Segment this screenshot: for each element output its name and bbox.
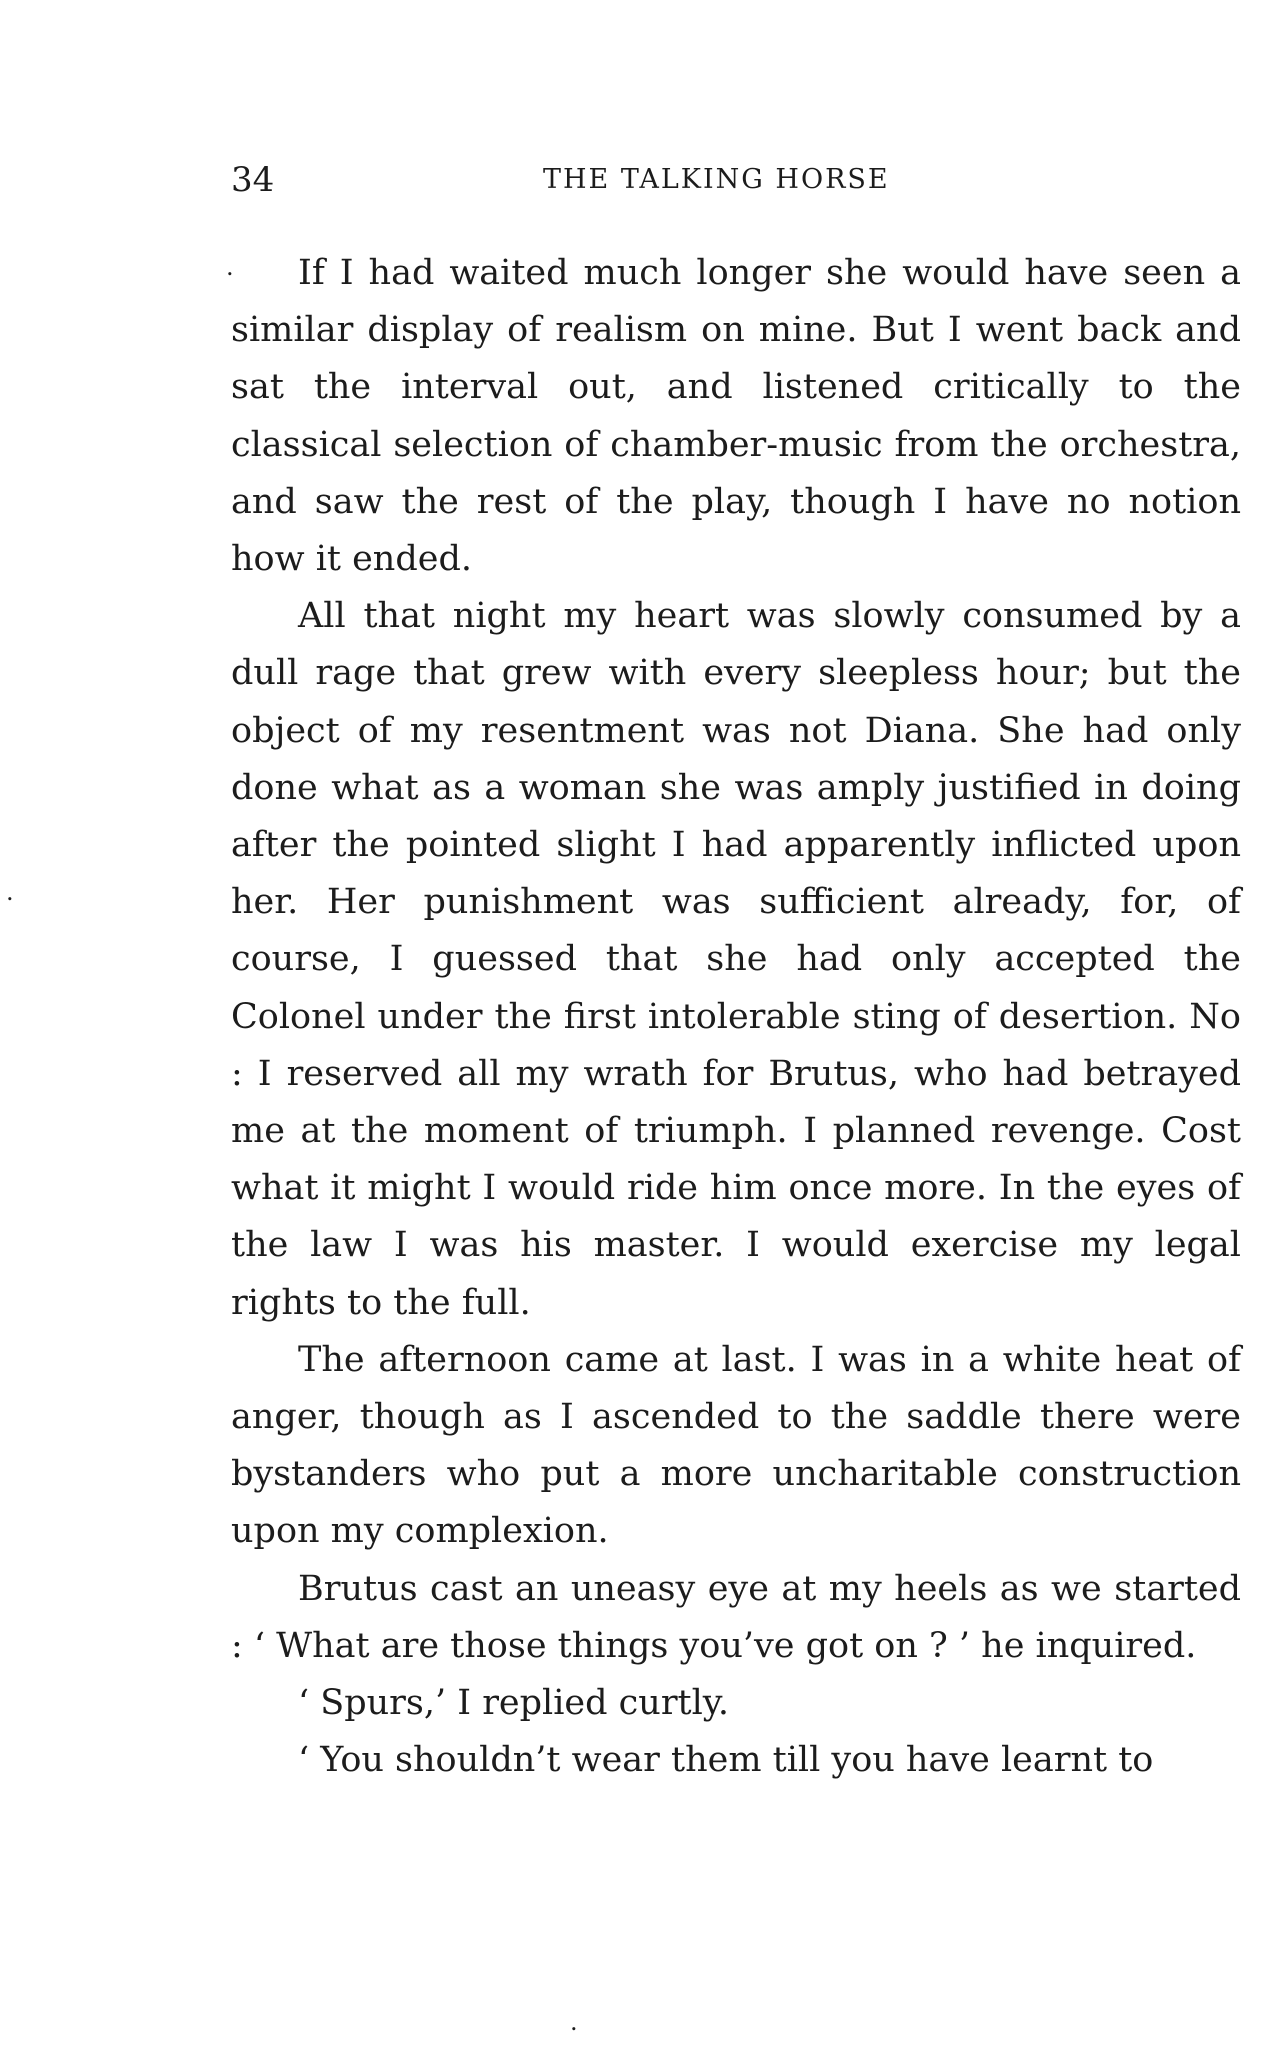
paragraph: The afternoon came at last. I was in a white heat of anger, though as I ascended to the saddle there were bystanders who put a more uncharitable construction upon my complexion.: [231, 1339, 1241, 1552]
paragraph: ‘ Spurs,’ I replied curtly.: [298, 1683, 730, 1724]
stray-mark: .: [570, 2008, 578, 2036]
paragraph: ‘ You shouldn’t wear them till you have learnt to: [298, 1740, 1154, 1781]
paragraph: Brutus cast an uneasy eye at my heels as we started : ‘ What are those things you’ve got on ? ’ he inquired.: [231, 1568, 1241, 1666]
stray-mark: .: [6, 878, 14, 906]
running-title: THE TALKING HORSE: [543, 164, 890, 195]
paragraph: If I had waited much longer she would have seen a similar display of realism on mine. But I went back and sat the interval out, and listened critically to the classical selection of chamber-music from the orchestra, and saw the rest of the play, though I have no notion how it ended.: [231, 253, 1241, 580]
page-header: [231, 155, 1241, 205]
body-text: [231, 245, 1241, 1789]
paragraph: All that night my heart was slowly consumed by a dull rage that grew with every sleepless hour; but the object of my resentment was not Diana. She had only done what as a woman she was amply justified in doing after the pointed slight I had apparently inflicted upon her. Her punishment was sufficient already, for, of course, I guessed that she had only accepted the Colonel under the first intolerable sting of desertion. No : I reserved all my wrath for Brutus, who had betrayed me at the moment of triumph. I planned revenge. Cost what it might I would ride him once more. In the eyes of the law I was his master. I would exercise my legal rights to the full.: [231, 596, 1241, 1323]
page-number: 34: [231, 160, 275, 200]
stray-mark: .: [226, 253, 234, 281]
